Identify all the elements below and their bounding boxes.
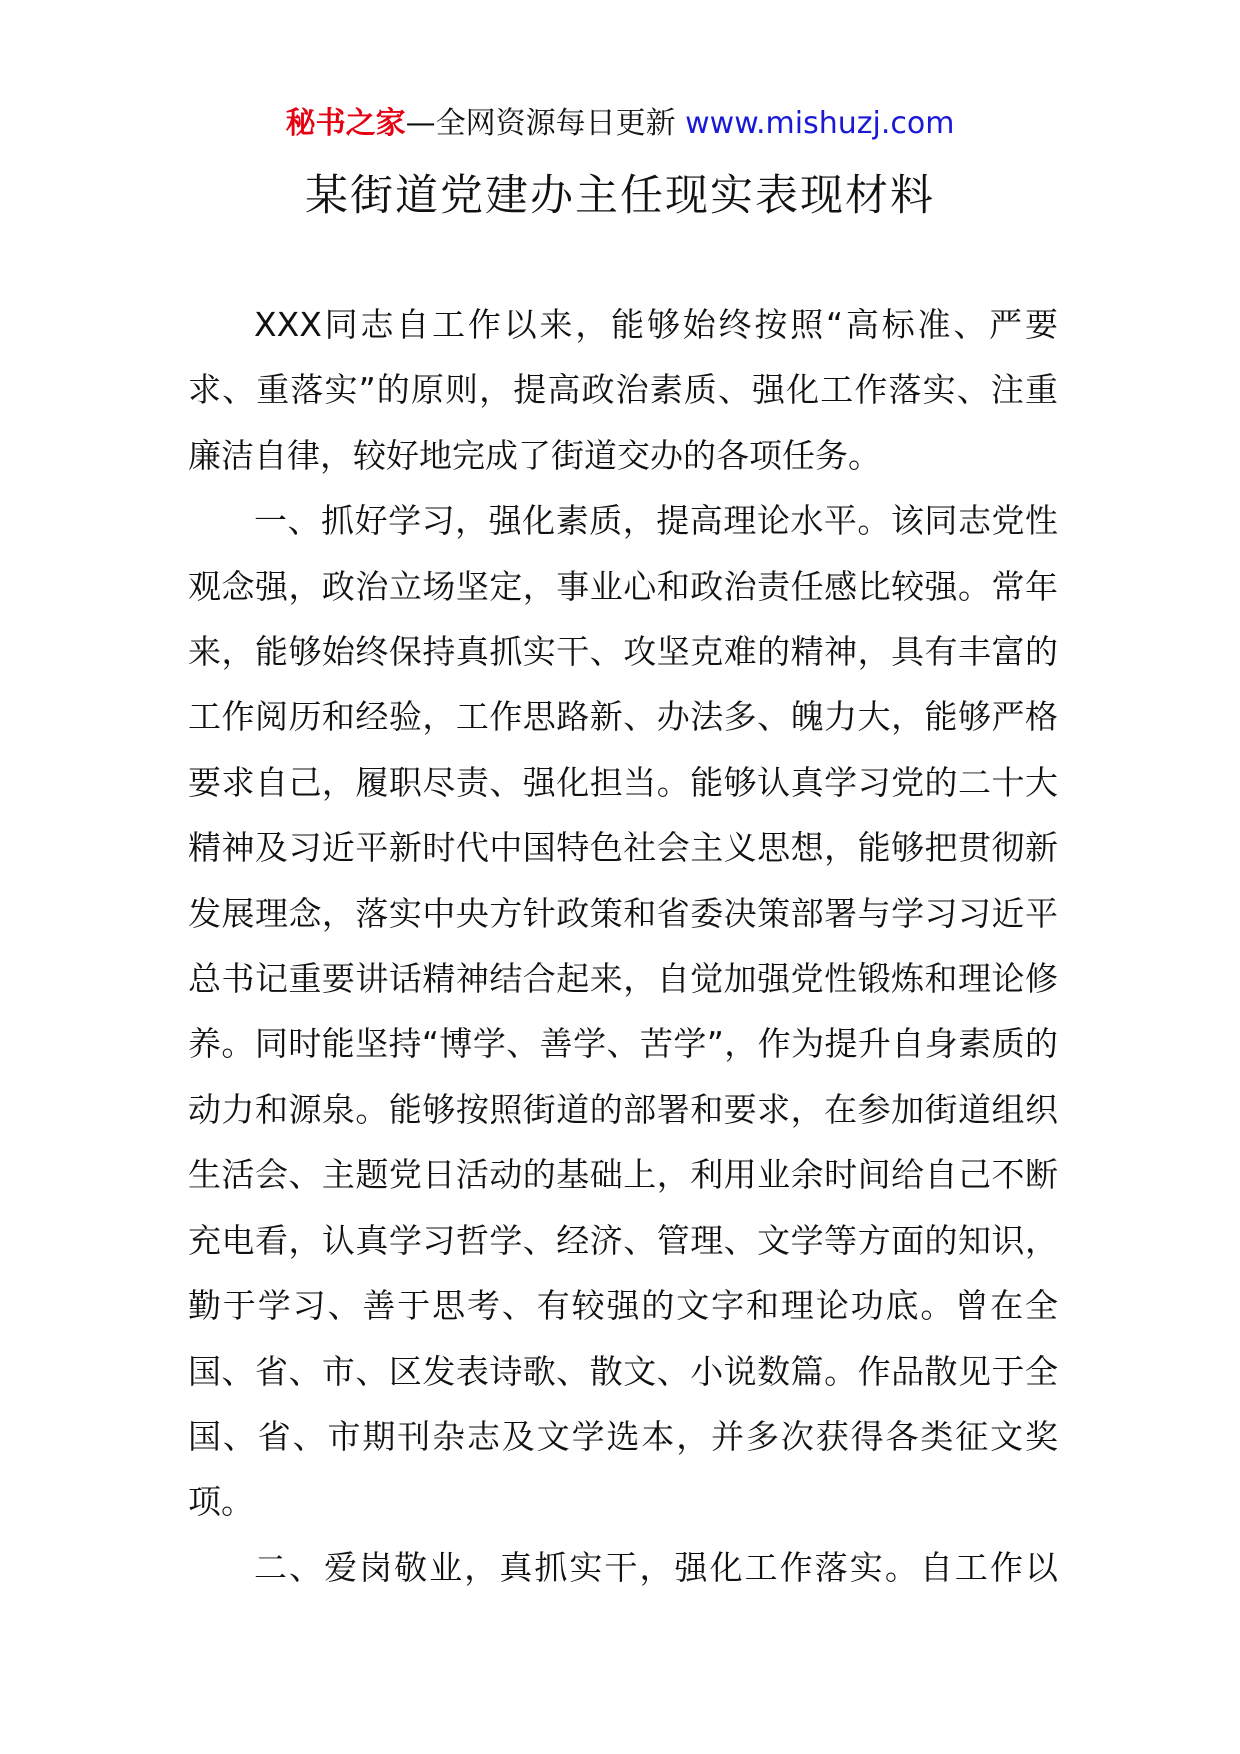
brand-name: 秘书之家 <box>285 106 406 141</box>
section-one-paragraph: 一、抓好学习，强化素质，提高理论水平。该同志党性观念强，政治立场坚定，事业心和政治责任感比较强。常年来，能够始终保持真抓实干、攻坚克难的精神，具有丰富的工作阅历和经验，工作思路新、办法多、魄力大，能够严格要求自己，履职尽责、强化担当。能够认真学习党的二十大精神及习近平新时代中国特色社会主义思想，能够把贯彻新发展理念，落实中央方针政策和省委决策部署与学习习近平总书记重要讲话精神结合起来，自觉加强党性锻炼和理论修养。同时能坚持“博学、善学、苦学”，作为提升自身素质的动力和源泉。能够按照街道的部署和要求，在参加街道组织生活会、主题党日活动的基础上，利用业余时间给自己不断充电看，认真学习哲学、经济、管理、文学等方面的知识，勤于学习、善于思考、有较强的文字和理论功底。曾在全国、省、市、区发表诗歌、散文、小说数篇。作品散见于全国、省、市期刊杂志及文学选本，并多次获得各类征文奖项。 <box>188 501 1058 1522</box>
banner-tagline: —全网资源每日更新 <box>405 106 676 141</box>
document-body <box>188 292 1058 1600</box>
site-banner <box>0 104 1240 144</box>
intro-paragraph: XXX同志自工作以来，能够始终按照“高标准、严要求、重落实”的原则，提高政治素质、强化工作落实、注重廉洁自律，较好地完成了街道交办的各项任务。 <box>188 305 1058 475</box>
site-url-link[interactable]: www.mishuzj.com <box>685 106 955 141</box>
document-title: 某街道党建办主任现实表现材料 <box>305 171 935 221</box>
section-two-paragraph: 二、爱岗敬业，真抓实干，强化工作落实。自工作以 <box>254 1547 1058 1587</box>
